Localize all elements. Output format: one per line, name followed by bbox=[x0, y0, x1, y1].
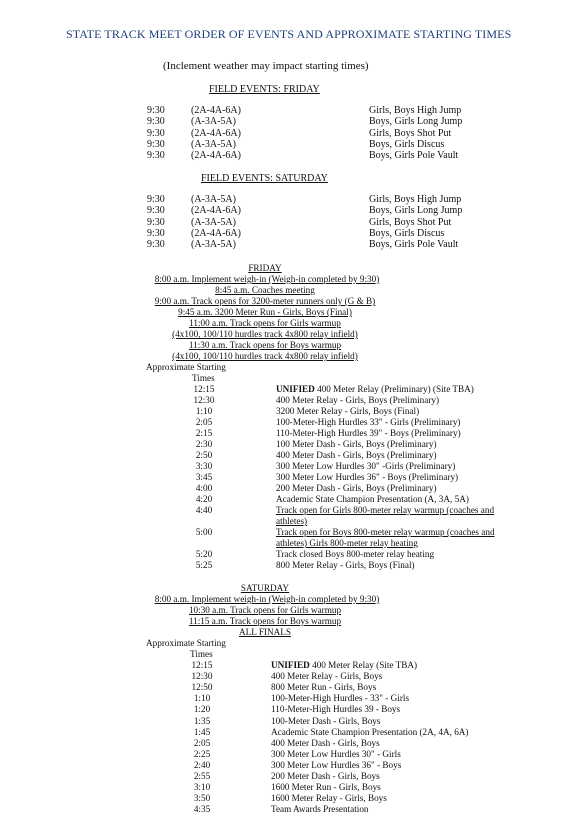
schedule-time: 1:10 bbox=[193, 693, 211, 704]
schedule-time: 3:45 bbox=[195, 472, 213, 482]
schedule-event-text: 300 Meter Low Hurdles 36" - Boys (Preliminary) bbox=[276, 472, 459, 482]
schedule-time: 12:30 bbox=[193, 395, 215, 405]
schedule-time: 4:00 bbox=[195, 483, 213, 493]
schedule-event-text: 400 Meter Dash - Girls, Boys bbox=[271, 737, 380, 748]
schedule-event-bold: UNIFIED bbox=[276, 384, 315, 394]
schedule-event bbox=[271, 660, 417, 671]
schedule-event-text: 110-Meter-High Hurdles 39" - Boys (Preliminary) bbox=[276, 428, 461, 438]
schedule-time: 3:30 bbox=[195, 461, 213, 471]
field-event-class: (2A-4A-6A) bbox=[191, 127, 241, 139]
schedule-event bbox=[276, 439, 437, 450]
schedule-event-text: 200 Meter Dash - Girls, Boys (Preliminary) bbox=[276, 483, 437, 493]
friday-line: (4x100, 100/110 hurdles track 4x800 relay infield) bbox=[172, 329, 358, 339]
schedule-event-text: 100-Meter Dash - Girls, Boys bbox=[271, 715, 381, 726]
approx-label-times: Times bbox=[190, 649, 213, 659]
schedule-event-text: 300 Meter Low Hurdles 30" -Girls (Preliminary) bbox=[276, 461, 456, 471]
document-title: STATE TRACK MEET ORDER OF EVENTS AND APPROXIMATE STARTING TIMES bbox=[66, 27, 512, 41]
field-saturday-heading: FIELD EVENTS: SATURDAY bbox=[201, 173, 328, 184]
schedule-event bbox=[271, 727, 469, 738]
schedule-event bbox=[276, 406, 419, 417]
schedule-event bbox=[271, 682, 376, 693]
schedule-event-text: 100 Meter Dash - Girls, Boys (Preliminary) bbox=[276, 439, 437, 449]
schedule-event bbox=[276, 450, 437, 461]
schedule-event bbox=[271, 804, 369, 815]
field-event-class: (A-3A-5A) bbox=[191, 116, 236, 128]
field-event-time: 9:30 bbox=[147, 150, 165, 162]
schedule-time: 4:35 bbox=[193, 804, 211, 815]
friday-line: 8:00 a.m. Implement weigh-in (Weigh-in completed by 9:30) bbox=[154, 274, 380, 284]
schedule-time: 2:15 bbox=[195, 428, 213, 438]
schedule-time: 1:20 bbox=[193, 704, 211, 715]
schedule-time: 2:40 bbox=[193, 759, 211, 770]
field-event-name: Boys, Girls Long Jump bbox=[369, 205, 463, 217]
schedule-event-text: 110-Meter-High Hurdles 39 - Boys bbox=[271, 704, 401, 715]
friday-line: (4x100, 100/110 hurdles track 4x800 relay infield) bbox=[172, 351, 358, 361]
schedule-event-text: Academic State Champion Presentation (A, 3A, 5A) bbox=[276, 494, 469, 504]
schedule-time: 2:30 bbox=[195, 439, 213, 449]
field-event-name: Boys, Girls Long Jump bbox=[369, 116, 463, 128]
schedule-time: 2:50 bbox=[195, 450, 213, 460]
schedule-event bbox=[276, 461, 455, 472]
schedule-event-text: 1600 Meter Run - Girls, Boys bbox=[271, 782, 381, 793]
approx-label-times: Times bbox=[192, 373, 215, 383]
saturday-line: 8:00 a.m. Implement weigh-in (Weigh-in completed by 9:30) bbox=[154, 594, 380, 604]
friday-line: 11:30 a.m. Track opens for Boys warmup bbox=[188, 340, 342, 350]
field-event-class: (2A-4A-6A) bbox=[191, 227, 241, 239]
schedule-event-text: 3200 Meter Relay - Girls, Boys (Final) bbox=[276, 406, 420, 416]
schedule-event: Track open for Boys 800-meter relay warmup (coaches and bbox=[276, 527, 495, 537]
approx-label: Approximate Starting bbox=[146, 362, 226, 372]
schedule-event bbox=[276, 428, 461, 439]
schedule-event: athletes) Girls 800-meter relay heating bbox=[276, 538, 418, 548]
weather-note: (Inclement weather may impact starting times) bbox=[163, 60, 369, 72]
schedule-event bbox=[271, 704, 400, 715]
schedule-event bbox=[271, 760, 401, 771]
schedule-event-text: 100-Meter-High Hurdles - 33" - Girls bbox=[271, 693, 410, 704]
field-event-name: Girls, Boys High Jump bbox=[369, 194, 462, 205]
schedule-time: 1:35 bbox=[193, 715, 211, 726]
field-event-name: Boys, Girls Discus bbox=[369, 227, 445, 239]
field-friday-heading: FIELD EVENTS: FRIDAY bbox=[209, 84, 320, 95]
schedule-event: Track open for Girls 800-meter relay warmup (coaches and bbox=[276, 505, 495, 515]
approx-label: Approximate Starting bbox=[146, 638, 226, 648]
schedule-time: 12:50 bbox=[191, 682, 213, 693]
saturday-heading: SATURDAY bbox=[240, 583, 290, 593]
schedule-event-text: 100-Meter-High Hurdles 33" - Girls (Preliminary) bbox=[276, 417, 461, 427]
field-event-time: 9:30 bbox=[147, 216, 165, 228]
schedule-time: 2:05 bbox=[195, 417, 213, 427]
schedule-event bbox=[271, 716, 380, 727]
schedule-event bbox=[271, 738, 380, 749]
schedule-event bbox=[271, 693, 409, 704]
field-event-class: (A-3A-5A) bbox=[191, 216, 236, 228]
schedule-time: 12:15 bbox=[191, 660, 213, 670]
friday-line: 9:45 a.m. 3200 Meter Run - Girls, Boys (Final) bbox=[178, 307, 352, 317]
field-event-time: 9:30 bbox=[147, 116, 165, 128]
field-event-time: 9:30 bbox=[147, 194, 165, 205]
schedule-event bbox=[271, 749, 401, 760]
schedule-event-text: 800 Meter Run - Girls, Boys bbox=[271, 682, 377, 693]
schedule-event bbox=[276, 483, 437, 494]
schedule-event-text: 400 Meter Relay - Girls, Boys bbox=[271, 671, 383, 682]
saturday-line: ALL FINALS bbox=[239, 627, 291, 637]
schedule-event: 800 Meter Relay - Girls, Boys (Final) bbox=[276, 560, 415, 570]
schedule-event: Track closed Boys 800-meter relay heating bbox=[276, 549, 435, 559]
schedule-event-text: Academic State Champion Presentation (2A, 4A, 6A) bbox=[271, 726, 469, 737]
field-event-class: (A-3A-5A) bbox=[191, 138, 236, 150]
schedule-event-text: 1600 Meter Relay - Girls, Boys bbox=[271, 793, 387, 804]
schedule-time: 3:10 bbox=[193, 782, 211, 793]
schedule-time: 1:45 bbox=[193, 726, 211, 737]
schedule-event bbox=[276, 395, 439, 406]
schedule-event-text: 400 Meter Dash - Girls, Boys (Preliminary) bbox=[276, 450, 437, 460]
schedule-event-text: 400 Meter Relay (Preliminary) (Site TBA) bbox=[314, 384, 474, 394]
schedule-time: 3:50 bbox=[193, 793, 211, 804]
schedule-event bbox=[271, 793, 387, 804]
friday-line: 9:00 a.m. Track opens for 3200-meter runners only (G & B) bbox=[154, 296, 376, 306]
schedule-event: athletes) bbox=[276, 516, 308, 526]
schedule-event-text: 400 Meter Relay (Site TBA) bbox=[309, 660, 418, 670]
field-event-class: (2A-4A-6A) bbox=[191, 205, 241, 217]
saturday-line: 11:15 a.m. Track opens for Boys warmup bbox=[188, 616, 342, 626]
field-event-name: Boys, Girls Pole Vault bbox=[369, 239, 459, 251]
schedule-time: 2:25 bbox=[193, 748, 211, 759]
schedule-time: 1:10 bbox=[195, 406, 213, 416]
schedule-event-text: Team Awards Presentation bbox=[271, 804, 369, 815]
schedule-time: 12:30 bbox=[191, 671, 213, 682]
field-event-name: Boys, Girls Discus bbox=[369, 138, 445, 150]
schedule-event bbox=[276, 417, 460, 428]
schedule-event-bold: UNIFIED bbox=[271, 660, 310, 670]
schedule-event bbox=[276, 472, 458, 483]
field-event-time: 9:30 bbox=[147, 205, 165, 217]
schedule-event-text: 300 Meter Low Hurdles 30" - Girls bbox=[271, 748, 401, 759]
schedule-time: 5:25 bbox=[195, 560, 213, 570]
schedule-time: 2:55 bbox=[193, 771, 211, 781]
schedule-time: 12:15 bbox=[193, 384, 215, 394]
schedule-event bbox=[271, 671, 382, 682]
field-event-name: Girls, Boys Shot Put bbox=[369, 127, 452, 139]
schedule-time: 4:20 bbox=[195, 494, 213, 504]
field-event-time: 9:30 bbox=[147, 105, 165, 116]
field-event-class: (2A-4A-6A) bbox=[191, 105, 241, 116]
field-event-name: Girls, Boys High Jump bbox=[369, 105, 462, 116]
field-event-name: Girls, Boys Shot Put bbox=[369, 216, 452, 228]
schedule-event-text: 300 Meter Low Hurdles 36" - Boys bbox=[271, 759, 402, 770]
schedule-event bbox=[271, 782, 381, 793]
field-event-time: 9:30 bbox=[147, 227, 165, 239]
schedule-time: 5:20 bbox=[195, 549, 213, 559]
field-event-class: (2A-4A-6A) bbox=[191, 150, 241, 162]
schedule-event bbox=[271, 771, 380, 782]
friday-line: 11:00 a.m. Track opens for Girls warmup bbox=[189, 318, 341, 328]
saturday-line: 10:30 a.m. Track opens for Girls warmup bbox=[188, 605, 342, 615]
schedule-time: 5:00 bbox=[195, 527, 213, 537]
friday-line: 8:45 a.m. Coaches meeting bbox=[215, 285, 315, 295]
field-event-class: (A-3A-5A) bbox=[191, 194, 236, 205]
schedule-event bbox=[276, 384, 474, 395]
field-event-time: 9:30 bbox=[147, 239, 165, 251]
field-event-time: 9:30 bbox=[147, 138, 165, 150]
schedule-time: 2:05 bbox=[193, 737, 211, 748]
field-event-time: 9:30 bbox=[147, 127, 165, 139]
schedule-time: 4:40 bbox=[195, 505, 213, 515]
schedule-event-text: 200 Meter Dash - Girls, Boys bbox=[271, 771, 380, 781]
field-event-class: (A-3A-5A) bbox=[191, 239, 236, 251]
schedule-event-text: 400 Meter Relay - Girls, Boys (Preliminary) bbox=[276, 395, 440, 405]
friday-heading: FRIDAY bbox=[248, 263, 282, 273]
schedule-event bbox=[276, 494, 469, 505]
field-event-name: Boys, Girls Pole Vault bbox=[369, 150, 459, 162]
